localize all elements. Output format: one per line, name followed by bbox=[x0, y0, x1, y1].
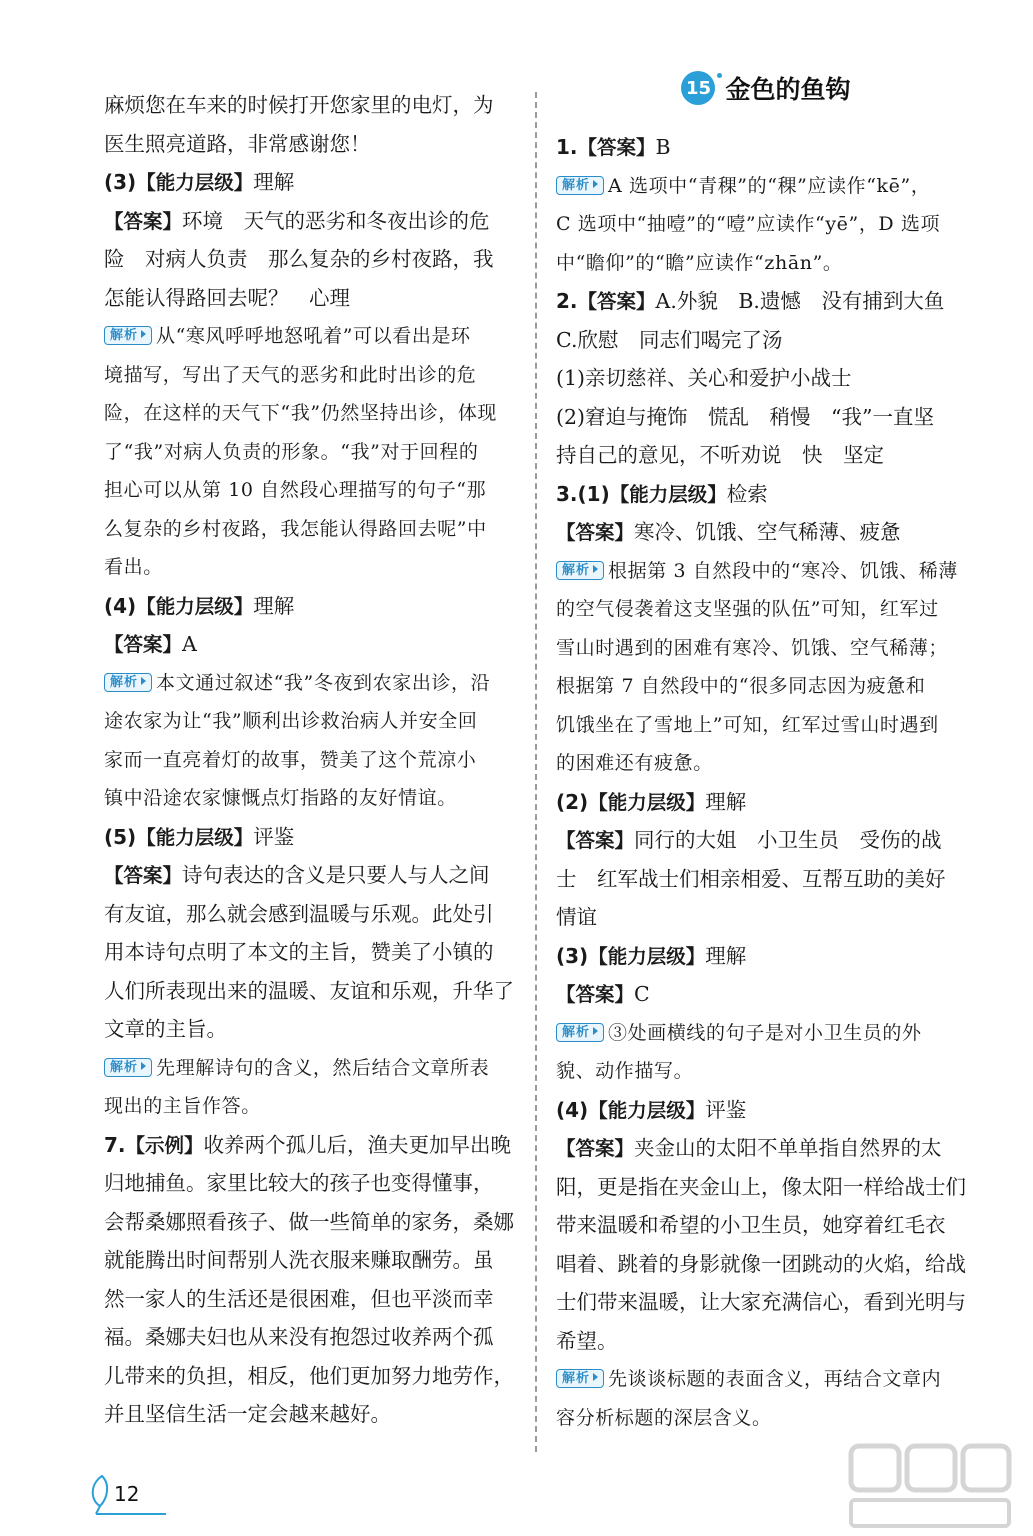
line-text: 本文通过叙述“我”冬夜到农家出诊，沿 bbox=[156, 671, 491, 694]
left-column bbox=[104, 86, 516, 1434]
analysis-tag: 解析 bbox=[556, 1369, 604, 1388]
analysis-line bbox=[556, 1399, 976, 1438]
line-text: 希望。 bbox=[556, 1328, 618, 1353]
line-text: 并且坚信生活一定会越来越好。 bbox=[104, 1402, 391, 1426]
line-text: 怎能认得路回去呢？ 心理 bbox=[104, 285, 350, 310]
line-text: 貌、动作描写。 bbox=[556, 1060, 694, 1082]
line-text: 儿带来的负担，相反，他们更加努力地劳作， bbox=[104, 1363, 514, 1388]
text-line bbox=[556, 1283, 976, 1322]
analysis-line bbox=[104, 741, 516, 780]
line-text: 先谈谈标题的表面含义，再结合文章内 bbox=[608, 1368, 942, 1390]
line-text: 容分析标题的深层含义。 bbox=[556, 1406, 772, 1429]
text-line bbox=[556, 1206, 976, 1245]
line-text: 唱着、跳着的身影就像一团跳动的火焰，给战 bbox=[556, 1251, 966, 1276]
footer-rule bbox=[96, 1513, 166, 1515]
answer-label: 【答案】 bbox=[556, 521, 635, 544]
line-text: 么复杂的乡村夜路，我怎能认得路回去呢”中 bbox=[104, 517, 487, 540]
section-label: 【答案】 bbox=[577, 290, 656, 313]
text-line bbox=[556, 1245, 976, 1284]
text-line bbox=[104, 972, 516, 1011]
text-line bbox=[104, 86, 516, 125]
text-line bbox=[556, 898, 976, 937]
question-number: (4) bbox=[104, 593, 137, 618]
lesson-title-text: 金色的鱼钩 bbox=[725, 75, 851, 104]
analysis-line bbox=[556, 590, 976, 629]
line-text: 担心可以从第 10 自然段心理描写的句子“那 bbox=[104, 479, 487, 501]
line-text: 用本诗句点明了本文的主旨，赞美了小镇的 bbox=[104, 940, 494, 964]
question-number: (5) bbox=[104, 824, 137, 849]
sub-question-line bbox=[556, 937, 976, 976]
right-lines bbox=[556, 128, 976, 1437]
line-text: A bbox=[182, 632, 197, 656]
line-text: 从“寒风呼呼地怒吼着”可以看出是环 bbox=[156, 325, 471, 347]
lesson-title bbox=[556, 48, 976, 128]
right-column bbox=[556, 75, 976, 1437]
line-text: 家而一直亮着灯的故事，赞美了这个荒凉小 bbox=[104, 748, 477, 771]
sub-question-line bbox=[104, 587, 516, 626]
line-text: 归地捕鱼。家里比较大的孩子也变得懂事， bbox=[104, 1171, 494, 1195]
text-line bbox=[104, 1010, 516, 1049]
text-line bbox=[104, 1357, 516, 1396]
text-line bbox=[104, 1280, 516, 1319]
text-line bbox=[556, 398, 976, 437]
analysis-line bbox=[104, 548, 516, 587]
line-text: 阳，更是指在夹金山上，像太阳一样给战士们 bbox=[556, 1174, 966, 1199]
answer-label: 【答案】 bbox=[556, 829, 635, 852]
line-text: 麻烦您在车来的时候打开您家里的电灯，为 bbox=[104, 93, 494, 117]
text-line bbox=[104, 1164, 516, 1203]
sub-question-line bbox=[556, 1091, 976, 1130]
line-text: 的空气侵袭着这支坚强的队伍”可知，红军过 bbox=[556, 598, 939, 620]
line-text: 有友谊，那么就会感到温暖与乐观。此处引 bbox=[104, 901, 494, 926]
line-text: (1)亲切慈祥、关心和爱护小战士 bbox=[556, 366, 852, 390]
answer-line bbox=[104, 625, 516, 664]
analysis-line bbox=[104, 433, 516, 472]
line-text: 评鉴 bbox=[705, 1097, 747, 1122]
analysis-line bbox=[556, 629, 976, 668]
line-text: 途农家为让“我”顺利出诊救治病人并安全回 bbox=[104, 710, 478, 732]
line-text: 中“瞻仰”的“瞻”应读作“zhān”。 bbox=[556, 251, 843, 274]
question-number: (3) bbox=[556, 943, 589, 968]
answer-line bbox=[104, 856, 516, 895]
analysis-line bbox=[556, 552, 976, 591]
question-number: (4) bbox=[556, 1097, 589, 1122]
answer-label: 【答案】 bbox=[104, 209, 183, 233]
answer-label: 【答案】 bbox=[556, 983, 635, 1006]
question-line bbox=[104, 1126, 516, 1165]
line-text: 根据第 3 自然段中的“寒冷、饥饿、稀薄 bbox=[608, 559, 958, 582]
page-number: 12 bbox=[114, 1482, 140, 1506]
analysis-tag: 解析 bbox=[556, 1023, 604, 1042]
question-line bbox=[556, 282, 976, 321]
line-text: 境描写，写出了天气的恶劣和此时出诊的危 bbox=[104, 363, 477, 386]
section-label: 【能力层级】 bbox=[588, 944, 706, 968]
line-text: 然一家人的生活还是很困难，但也平淡而幸 bbox=[104, 1286, 494, 1311]
analysis-line bbox=[104, 702, 516, 741]
section-label: 【能力层级】 bbox=[136, 594, 254, 618]
question-number: 2. bbox=[556, 289, 578, 313]
line-text: 就能腾出时间帮别人洗衣服来赚取酬劳。虽 bbox=[104, 1248, 494, 1272]
text-line bbox=[104, 240, 516, 279]
line-text: C bbox=[634, 982, 650, 1006]
lesson-number-badge: 15 bbox=[681, 71, 715, 105]
line-text: 会帮桑娜照看孩子、做一些简单的家务，桑娜 bbox=[104, 1209, 514, 1234]
question-number: (2) bbox=[556, 789, 589, 814]
analysis-line bbox=[556, 167, 976, 206]
line-text: 情谊 bbox=[556, 905, 597, 929]
line-text: 雪山时遇到的困难有寒冷、饥饿、空气稀薄； bbox=[556, 636, 949, 659]
question-number: 3.(1) bbox=[556, 481, 610, 506]
analysis-line bbox=[104, 779, 516, 818]
line-text: 收养两个孤儿后，渔夫更加早出晚 bbox=[203, 1132, 512, 1157]
text-line bbox=[556, 436, 976, 475]
text-line bbox=[556, 860, 976, 899]
answer-label: 【答案】 bbox=[556, 1137, 635, 1160]
line-text: 理解 bbox=[705, 789, 747, 814]
line-text: 文章的主旨。 bbox=[104, 1017, 227, 1041]
sub-question-line bbox=[104, 818, 516, 857]
line-text: 镇中沿途农家慷慨点灯指路的友好情谊。 bbox=[104, 787, 457, 809]
analysis-line bbox=[556, 706, 976, 745]
answer-line bbox=[556, 975, 976, 1014]
analysis-line bbox=[104, 394, 516, 433]
text-line bbox=[104, 1318, 516, 1357]
answer-label: 【答案】 bbox=[104, 633, 183, 656]
text-line bbox=[104, 1241, 516, 1280]
text-line bbox=[556, 321, 976, 360]
line-text: 持自己的意见，不听劝说 快 坚定 bbox=[556, 443, 884, 467]
text-line bbox=[104, 125, 516, 164]
analysis-line bbox=[556, 1360, 976, 1399]
question-line bbox=[556, 475, 976, 514]
column-divider bbox=[535, 92, 537, 1452]
analysis-line bbox=[556, 1052, 976, 1091]
analysis-line bbox=[556, 744, 976, 783]
section-label: 【能力层级】 bbox=[609, 482, 727, 506]
text-line bbox=[556, 359, 976, 398]
text-line bbox=[104, 895, 516, 934]
line-text: C.欣慰 同志们喝完了汤 bbox=[556, 327, 783, 352]
line-text: 看出。 bbox=[104, 556, 163, 578]
line-text: 福。桑娜夫妇也从来没有抱怨过收养两个孤 bbox=[104, 1325, 494, 1349]
line-text: 诗句表达的含义是只要人与人之间 bbox=[182, 863, 490, 887]
line-text: 理解 bbox=[253, 170, 295, 194]
line-text: 饥饿坐在了雪地上”可知，红军过雪山时遇到 bbox=[556, 713, 939, 736]
line-text: 险，在这样的天气下“我”仍然坚持出诊，体现 bbox=[104, 402, 498, 424]
line-text: 带来温暖和希望的小卫生员，她穿着红毛衣 bbox=[556, 1213, 946, 1237]
page-footer bbox=[88, 1470, 166, 1530]
line-text: A 选项中“青稞”的“稞”应读作“kē”， bbox=[608, 174, 931, 197]
analysis-line bbox=[104, 471, 516, 510]
text-line bbox=[556, 1322, 976, 1361]
line-text: 先理解诗句的含义，然后结合文章所表 bbox=[156, 1056, 490, 1079]
line-text: 评鉴 bbox=[253, 824, 295, 849]
line-text: 理解 bbox=[705, 943, 747, 968]
line-text: (2)窘迫与掩饰 慌乱 稍慢 “我”一直坚 bbox=[556, 404, 934, 429]
line-text: 根据第 7 自然段中的“很多同志因为疲惫和 bbox=[556, 675, 926, 697]
analysis-line bbox=[556, 244, 976, 283]
analysis-line bbox=[104, 317, 516, 356]
line-text: 的困难还有疲惫。 bbox=[556, 752, 713, 774]
line-text: 寒冷、饥饿、空气稀薄、疲惫 bbox=[634, 520, 901, 544]
answer-line bbox=[556, 821, 976, 860]
line-text: 士 红军战士们相亲相爱、互帮互助的美好 bbox=[556, 866, 946, 891]
line-text: C 选项中“抽噎”的“噎”应读作“yē”，D 选项 bbox=[556, 213, 941, 235]
section-label: 【答案】 bbox=[577, 136, 656, 159]
question-line bbox=[556, 128, 976, 167]
answer-line bbox=[556, 1129, 976, 1168]
text-line bbox=[104, 1395, 516, 1434]
line-text: 夹金山的太阳不单单指自然界的太 bbox=[634, 1136, 942, 1160]
line-text: 同行的大姐 小卫生员 受伤的战 bbox=[634, 828, 942, 852]
section-label: 【能力层级】 bbox=[136, 825, 254, 849]
line-text: 检索 bbox=[726, 481, 768, 506]
analysis-line bbox=[104, 664, 516, 703]
line-text: B bbox=[655, 135, 671, 159]
line-text: ③处画横线的句子是对小卫生员的外 bbox=[608, 1021, 922, 1044]
text-line bbox=[104, 933, 516, 972]
watermark-logo bbox=[845, 1440, 1015, 1532]
question-number: 7. bbox=[104, 1132, 126, 1157]
analysis-line bbox=[104, 1087, 516, 1126]
line-text: 士们带来温暖，让大家充满信心，看到光明与 bbox=[556, 1290, 966, 1314]
answer-label: 【答案】 bbox=[104, 864, 183, 887]
analysis-tag: 解析 bbox=[556, 176, 604, 195]
analysis-line bbox=[104, 356, 516, 395]
section-label: 【能力层级】 bbox=[588, 790, 706, 814]
section-label: 【示例】 bbox=[125, 1133, 204, 1157]
section-label: 【能力层级】 bbox=[136, 171, 254, 194]
text-line bbox=[104, 279, 516, 318]
answer-line bbox=[104, 202, 516, 241]
line-text: 人们所表现出来的温暖、友谊和乐观，升华了 bbox=[104, 978, 514, 1003]
analysis-line bbox=[104, 510, 516, 549]
question-number: 1. bbox=[556, 135, 578, 159]
line-text: 险 对病人负责 那么复杂的乡村夜路，我 bbox=[104, 247, 494, 271]
analysis-line bbox=[104, 1049, 516, 1088]
analysis-line bbox=[556, 1014, 976, 1053]
leaf-icon bbox=[88, 1474, 114, 1514]
line-text: 现出的主旨作答。 bbox=[104, 1095, 261, 1117]
analysis-line bbox=[556, 667, 976, 706]
analysis-line bbox=[556, 205, 976, 244]
analysis-tag: 解析 bbox=[556, 561, 604, 580]
section-label: 【能力层级】 bbox=[588, 1098, 706, 1122]
line-text: 医生照亮道路，非常感谢您！ bbox=[104, 131, 371, 156]
analysis-tag: 解析 bbox=[104, 326, 152, 345]
line-text: 环境 天气的恶劣和冬夜出诊的危 bbox=[182, 208, 490, 233]
text-line bbox=[556, 1168, 976, 1207]
analysis-tag: 解析 bbox=[104, 673, 152, 692]
question-number: (3) bbox=[104, 170, 137, 194]
line-text: A.外貌 B.遗憾 没有捕到大鱼 bbox=[655, 289, 945, 313]
sub-question-line bbox=[104, 163, 516, 202]
line-text: 了“我”对病人负责的形象。“我”对于回程的 bbox=[104, 440, 479, 463]
answer-line bbox=[556, 513, 976, 552]
analysis-tag: 解析 bbox=[104, 1058, 152, 1077]
line-text: 理解 bbox=[253, 593, 295, 618]
text-line bbox=[104, 1203, 516, 1242]
sub-question-line bbox=[556, 783, 976, 822]
